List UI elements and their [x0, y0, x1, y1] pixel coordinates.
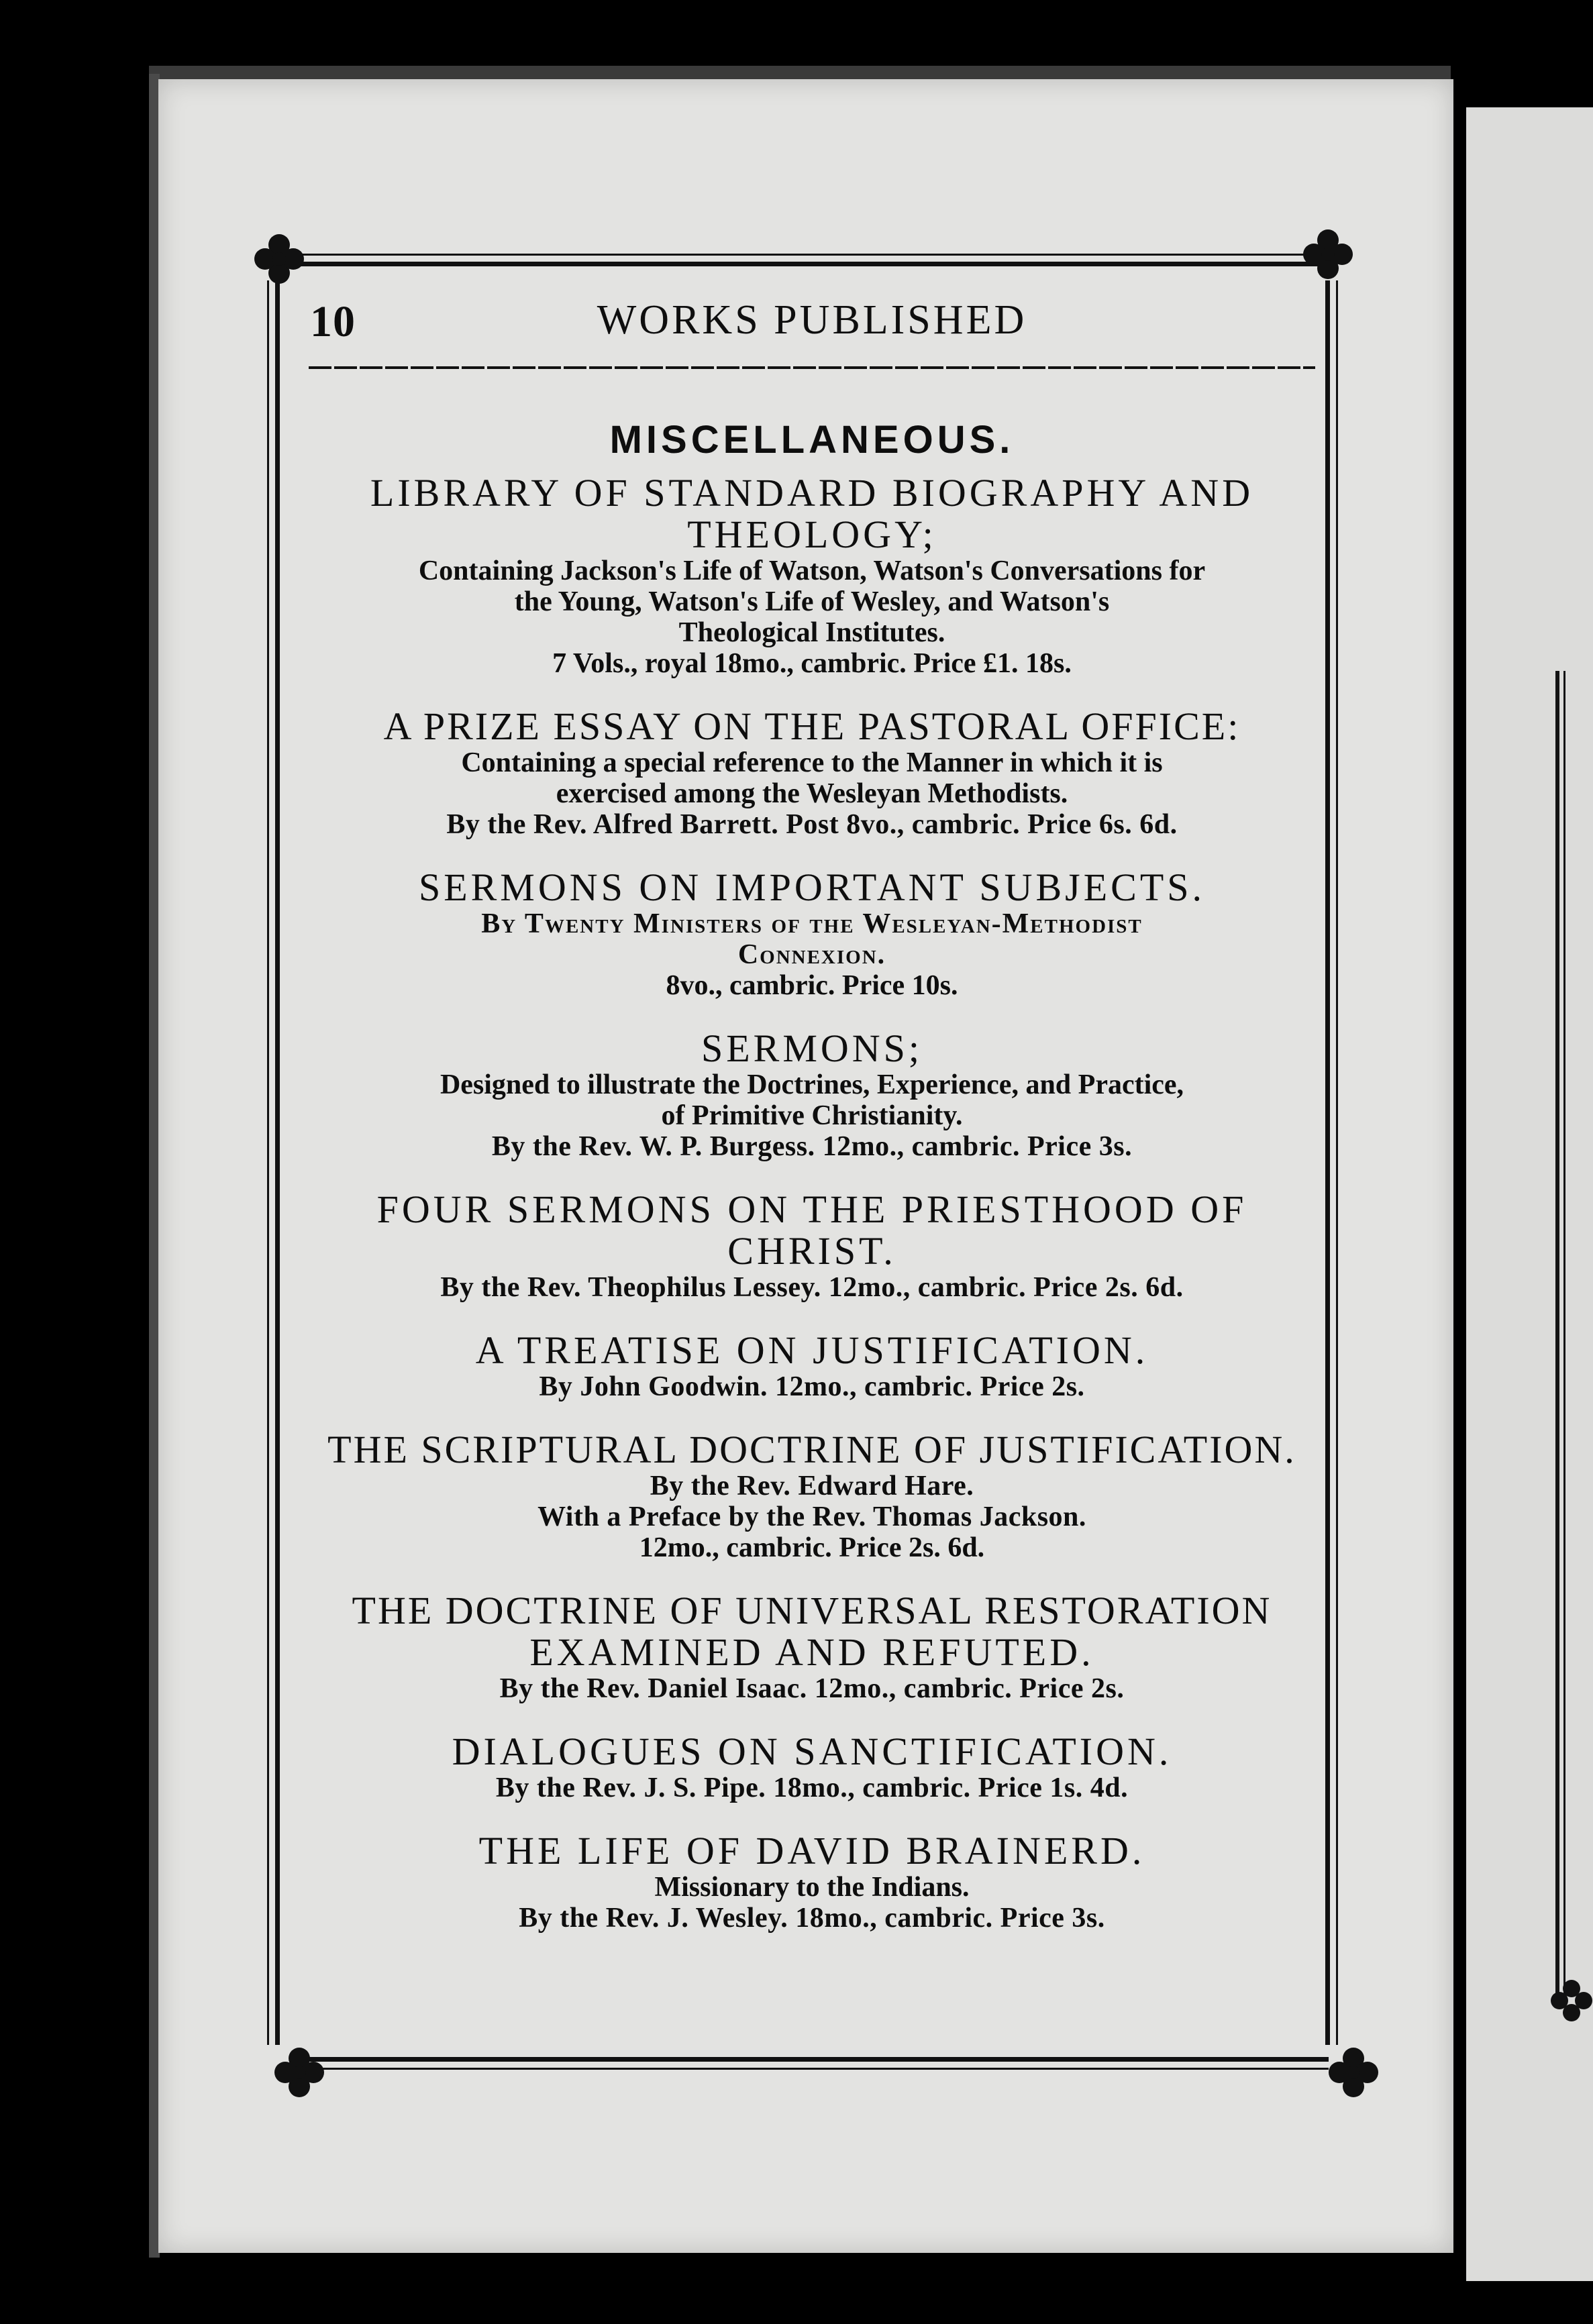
page-number: 10: [310, 297, 356, 346]
entry-title: EXAMINED AND REFUTED.: [529, 1630, 1094, 1674]
entry-description: Theological Institutes.: [678, 617, 945, 648]
adjacent-page-border: [1555, 671, 1559, 1999]
page-header: [302, 290, 1322, 350]
entry-title: SERMONS;: [701, 1026, 923, 1070]
entry-description: Missionary to the Indians.: [654, 1872, 970, 1903]
entry-title: A TREATISE ON JUSTIFICATION.: [475, 1328, 1149, 1372]
corner-rosette-icon: [252, 231, 307, 286]
entry-description: of Primitive Christianity.: [661, 1100, 963, 1131]
section-title: MISCELLANEOUS.: [609, 418, 1015, 462]
entry-byline: By Twenty Ministers of the Wesleyan-Methodist: [481, 908, 1143, 939]
entry-byline: By the Rev. Theophilus Lessey. 12mo., cambric. Price 2s. 6d.: [440, 1272, 1184, 1303]
catalogue-entry: [302, 1028, 1322, 1162]
header-rule: [309, 366, 1315, 369]
entry-description: the Young, Watson's Life of Wesley, and Watson's: [514, 586, 1110, 617]
entry-title: THE DOCTRINE OF UNIVERSAL RESTORATION: [352, 1589, 1272, 1632]
border-left: [267, 280, 280, 2045]
entry-price: 7 Vols., royal 18mo., cambric. Price £1. 18s.: [552, 648, 1072, 679]
catalogue-entry: [302, 706, 1322, 840]
entry-title: DIALOGUES ON SANCTIFICATION.: [452, 1730, 1172, 1773]
entry-title: SERMONS ON IMPORTANT SUBJECTS.: [418, 865, 1206, 909]
entry-description: Designed to illustrate the Doctrines, Experience, and Practice,: [440, 1069, 1184, 1100]
adjacent-page-border-thin: [1563, 671, 1565, 1999]
catalogue-entry: [302, 472, 1322, 679]
entry-title: LIBRARY OF STANDARD BIOGRAPHY AND: [370, 471, 1254, 515]
entry-byline: With a Preface by the Rev. Thomas Jackson.: [537, 1501, 1086, 1532]
catalogue-entry: [302, 867, 1322, 1001]
entry-byline: By the Rev. J. Wesley. 18mo., cambric. Price 3s.: [519, 1903, 1105, 1934]
catalogue-entry: [302, 1330, 1322, 1402]
adjacent-page-strip: [1466, 107, 1593, 2281]
running-head: WORKS PUBLISHED: [597, 297, 1027, 343]
corner-rosette-icon: [1326, 2045, 1381, 2100]
entry-price: 12mo., cambric. Price 2s. 6d.: [639, 1532, 985, 1563]
entry-title: THEOLOGY;: [687, 513, 937, 556]
entry-byline: By the Rev. J. S. Pipe. 18mo., cambric. Price 1s. 4d.: [495, 1773, 1129, 1803]
page-edge-top: [149, 66, 1451, 79]
corner-rosette-icon: [1300, 227, 1355, 282]
entry-byline: Connexion.: [737, 939, 886, 970]
entry-byline: By the Rev. Daniel Isaac. 12mo., cambric. Price 2s.: [499, 1673, 1125, 1704]
entry-description: Containing Jackson's Life of Watson, Watson's Conversations for: [418, 556, 1206, 586]
entry-title: FOUR SERMONS ON THE PRIESTHOOD OF: [376, 1187, 1247, 1231]
entry-byline: By the Rev. W. P. Burgess. 12mo., cambric. Price 3s.: [491, 1131, 1133, 1162]
entry-byline: By the Rev. Edward Hare.: [650, 1471, 974, 1501]
entry-description: exercised among the Wesleyan Methodists.: [556, 778, 1068, 809]
entry-title: A PRIZE ESSAY ON THE PASTORAL OFFICE:: [383, 704, 1241, 748]
border-top: [295, 254, 1329, 266]
entry-title: THE LIFE OF DAVID BRAINERD.: [478, 1829, 1145, 1872]
catalogue-entry: [302, 1189, 1322, 1303]
corner-rosette-icon: [272, 2045, 327, 2100]
entry-title: CHRIST.: [727, 1229, 896, 1273]
entry-price: 8vo., cambric. Price 10s.: [666, 970, 958, 1001]
entry-title: THE SCRIPTURAL DOCTRINE OF JUSTIFICATION.: [327, 1428, 1296, 1471]
border-bottom: [295, 2057, 1329, 2070]
entry-byline: By John Goodwin. 12mo., cambric. Price 2s.: [539, 1371, 1085, 1402]
entry-byline: By the Rev. Alfred Barrett. Post 8vo., cambric. Price 6s. 6d.: [446, 809, 1178, 840]
adjacent-rosette-icon: [1550, 1979, 1593, 2022]
catalogue-entry: [302, 1731, 1322, 1803]
catalogue-entry: [302, 1830, 1322, 1934]
catalogue-entry: [302, 1429, 1322, 1563]
border-right: [1325, 280, 1338, 2045]
catalogue-entry: [302, 1590, 1322, 1704]
entry-description: Containing a special reference to the Manner in which it is: [461, 747, 1163, 778]
catalogue-listing: [302, 403, 1322, 1960]
